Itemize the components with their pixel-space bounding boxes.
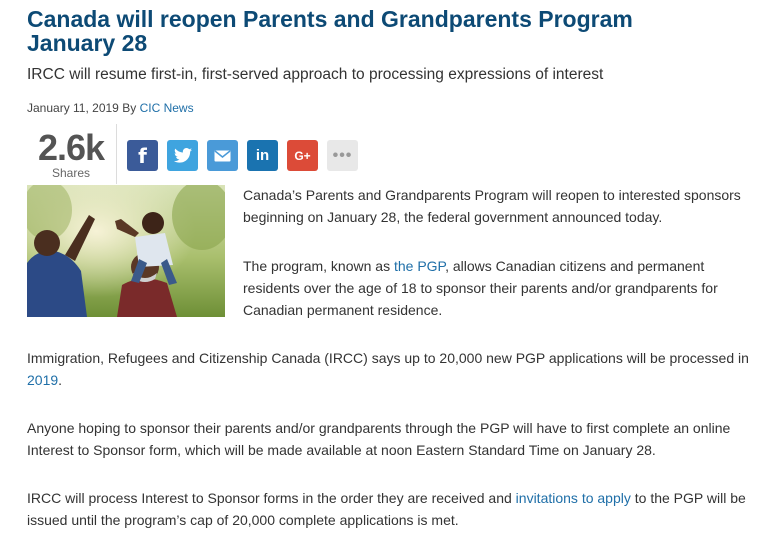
article-title: Canada will reopen Parents and Grandparents Program January 28 — [27, 6, 633, 56]
paragraph-3-text-a: Immigration, Refugees and Citizenship Canada (IRCC) says up to 20,000 new PGP applications will be processed in — [27, 350, 749, 366]
article-photo — [27, 185, 225, 317]
paragraph-2-text-a: The program, known as — [243, 258, 394, 274]
more-share-button[interactable] — [327, 140, 358, 171]
author-link[interactable]: CIC News — [139, 101, 194, 115]
share-divider — [116, 124, 117, 184]
paragraph-5 — [27, 487, 762, 531]
pgp-link[interactable]: the PGP — [393, 258, 446, 274]
paragraph-3-year: 2019 — [27, 372, 59, 388]
paragraph-2 — [243, 255, 758, 321]
paragraph-3 — [27, 347, 762, 391]
family-photo-illustration — [27, 185, 225, 317]
paragraph-5-text-a: IRCC will process Interest to Sponsor forms in the order they are received and — [27, 490, 516, 506]
article-subtitle: IRCC will resume first-in, first-served approach to processing expressions of interest — [27, 66, 604, 83]
paragraph-5-text-b: to the PGP will be issued until the program’s cap of 20,000 complete applications is met. — [27, 490, 746, 528]
paragraph-2-text-b: , allows Canadian citizens and permanent residents over the age of 18 to sponsor their parents and/or grandparents for Canadian permanent residence. — [243, 258, 718, 318]
more-icon: ••• — [332, 146, 353, 164]
google-plus-icon: G+ — [294, 148, 311, 163]
share-count: 2.6k — [37, 127, 105, 168]
paragraph-3-text-b: . — [58, 372, 63, 388]
facebook-icon: f — [138, 143, 147, 168]
invitations-link[interactable]: invitations to apply — [515, 490, 631, 506]
twitter-share-button[interactable] — [167, 140, 198, 171]
article-meta — [27, 101, 194, 115]
email-share-button[interactable] — [207, 140, 238, 171]
email-icon — [214, 150, 231, 162]
google-plus-share-button[interactable] — [287, 140, 318, 171]
share-counter — [27, 128, 115, 180]
twitter-icon — [174, 148, 192, 163]
social-share-bar — [127, 140, 358, 171]
linkedin-share-button[interactable] — [247, 140, 278, 171]
article-date: January 11, 2019 — [27, 101, 119, 115]
byline-prefix: By — [122, 101, 137, 115]
linkedin-icon: in — [255, 147, 270, 164]
facebook-share-button[interactable] — [127, 140, 158, 171]
paragraph-4: Anyone hoping to sponsor their parents and/or grandparents through the PGP will have to first complete an online Interest to Sponsor form, which will be made available at noon Eastern Standard Time on January 28. — [27, 420, 731, 458]
share-label: Shares — [51, 166, 91, 180]
paragraph-1: Canada’s Parents and Grandparents Program will reopen to interested sponsors beginning on January 28, the federal government announced today. — [243, 187, 741, 225]
